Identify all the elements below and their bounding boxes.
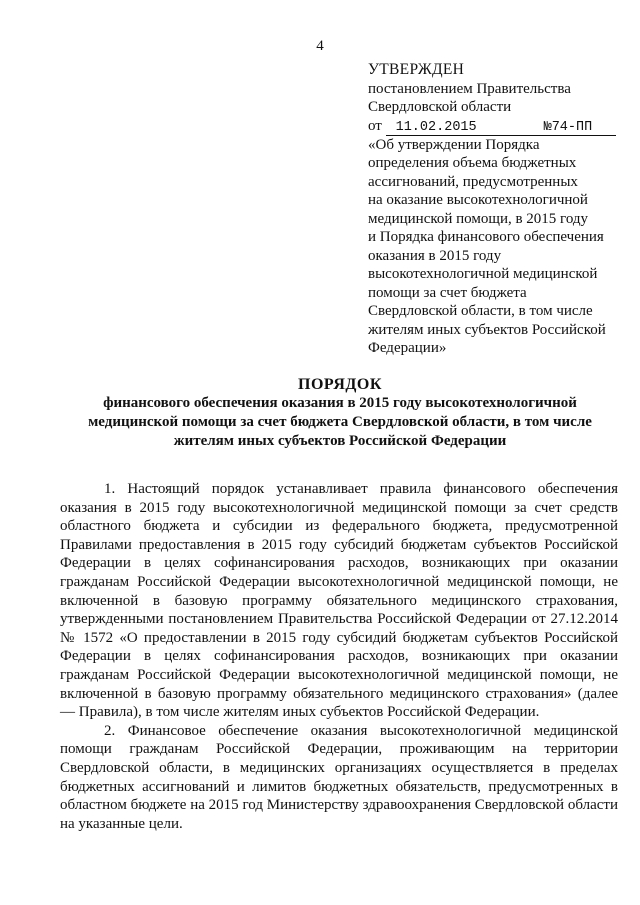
paragraph-2: 2. Финансовое обеспечение оказания высокотехнологичной медицинской помощи гражданам Российской Федерации, проживающим на территории Свердловской области, в медицинских организациях осуществляется в пределах бюджетных ассигнований и лимитов бюджетных обязательств, предусмотренных в областном бюджете на 2015 год Министерству здравоохранения Свердловской области на указанные цели. [60,722,618,832]
approval-subject-line: медицинской помощи, в 2015 году [368,210,589,227]
page-number: 4 [316,38,324,54]
approval-stamp-block [368,61,628,358]
paragraph-1: 1. Настоящий порядок устанавливает правила финансового обеспечения оказания в 2015 году высокотехнологичной медицинской помощи за счет средств областного бюджета и субсидии из федерального бюджета, предусмотренной Правилами предоставления в 2015 году субсидий бюджетам субъектов Российской Федерации в целях софинансирования расходов, возникающих при оказании гражданам Российской Федерации высокотехнологичной медицинской помощи, не включенной в базовую программу обязательного медицинского страхования, утвержденными постановлением Правительства Российской Федерации от 27.12.2014 № 1572 «О предоставлении в 2015 году субсидий бюджетам субъектов Российской Федерации в целях софинансирования расходов, возникающих при оказании гражданам Российской Федерации высокотехнологичной медицинской помощи, не включенной в базовую программу обязательного медицинского страхования» (далее — Правила), в том числе жителям иных субъектов Российской Федерации. [60,481,618,721]
approval-subject-line: высокотехнологичной медицинской [368,266,598,282]
approval-line: Свердловской области [368,99,512,115]
approval-subject [368,136,628,358]
title-line: жителям иных субъектов Российской Федерации [173,433,507,449]
title-line: медицинской помощи за счет бюджета Свердловской области, в том числе [88,414,592,430]
approval-subject-line: «Об утверждении Порядка [368,136,540,153]
approval-subject-line: оказания в 2015 году [368,247,502,264]
date-prefix: от [368,117,382,134]
approval-number: №74-ПП [544,121,616,136]
approval-subject-line: и Порядка финансового обеспечения [368,229,604,245]
approval-subject-line: помощи за счет бюджета [368,284,527,301]
approval-subject-line: определения объема бюджетных [368,155,577,171]
document-body [60,480,618,833]
title-line: финансового обеспечения оказания в 2015 году высокотехнологичной [103,395,577,411]
approval-subject-line: Федерации» [368,340,447,356]
approval-date-line [368,117,628,136]
approval-subject-line: Свердловской области, в том числе [368,303,593,319]
title-main: ПОРЯДОК [298,376,382,393]
approval-line: постановлением Правительства [368,80,571,97]
approval-subject-line: ассигнований, предусмотренных [368,173,578,190]
document-title [60,375,620,451]
approval-heading: УТВЕРЖДЕН [368,61,465,78]
approval-date: 11.02.2015 [386,121,544,136]
approval-subject-line: жителям иных субъектов Российской [368,321,606,338]
approval-subject-line: на оказание высокотехнологичной [368,192,588,208]
